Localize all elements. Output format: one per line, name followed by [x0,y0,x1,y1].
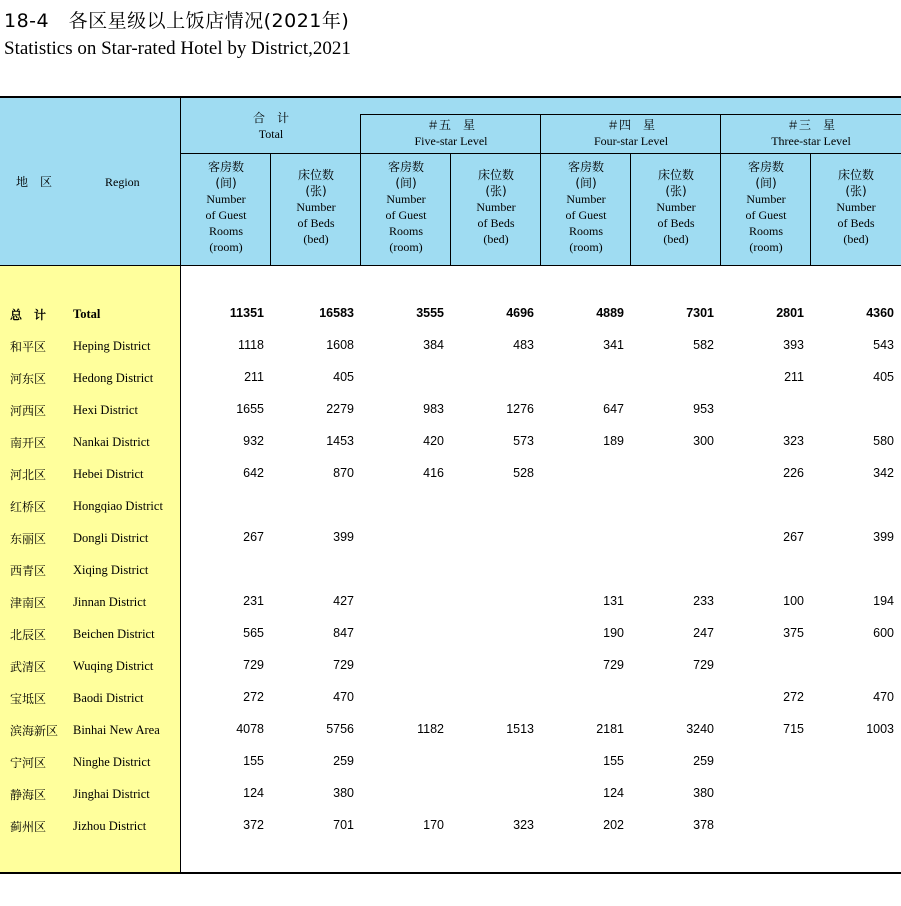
table-cell: 247 [693,626,714,640]
table-cell: 231 [243,594,264,608]
region-name-cn: 河北区 [10,468,47,482]
sub-header-line: (room) [569,240,603,254]
table-cell: 4360 [866,306,894,320]
beds-header [271,167,361,247]
region-name-cn: 宝坻区 [10,692,47,706]
region-name-en: Nankai District [73,435,150,449]
sub-header-line: 床位数 [477,168,514,182]
sub-header-line: 客房数 [387,160,424,174]
sub-header-line: (bed) [843,232,869,246]
sub-header-line: of Guest [385,208,427,222]
table-cell: 194 [873,594,894,608]
table-cell: 1182 [417,722,444,736]
sub-header-line: (间) [215,176,237,190]
region-name-en: Beichen District [73,627,155,641]
table-cell: 715 [783,722,804,736]
table-cell: 1276 [506,402,534,416]
table-cell: 1608 [326,338,354,352]
table-cell: 470 [333,690,354,704]
table-row [0,556,901,588]
table-cell: 3555 [416,306,444,320]
group-header-en: Total [258,127,284,141]
table-bottom-border [0,872,901,874]
sub-header-line: Rooms [568,224,603,238]
region-header-cn: 地 区 [16,175,53,189]
table-cell: 16583 [319,306,354,320]
table-cell: 272 [783,690,804,704]
table-cell: 983 [423,402,444,416]
table-cell: 131 [603,594,624,608]
table-cell: 427 [333,594,354,608]
sub-header-line: Rooms [388,224,423,238]
table-cell: 729 [693,658,714,672]
table-cell: 7301 [686,306,714,320]
group-header-en: Five-star Level [414,134,488,148]
table-header [0,96,901,266]
sub-header-line: (张) [665,184,687,198]
sub-header-line: of Beds [837,216,875,230]
table-cell: 1118 [238,338,264,352]
table-cell: 233 [693,594,714,608]
region-name-cn: 河东区 [10,372,47,386]
region-name-en: Heping District [73,339,151,353]
table-cell: 211 [784,370,804,384]
sub-header-line: of Guest [205,208,247,222]
group-header [361,117,541,149]
table-cell: 416 [423,466,444,480]
table-cell: 342 [873,466,894,480]
table-cell: 729 [243,658,264,672]
table-cell: 847 [333,626,354,640]
table-cell: 528 [513,466,534,480]
table-cell: 2801 [776,306,804,320]
sub-header-line: 客房数 [207,160,244,174]
table-row [0,716,901,748]
sub-header-line: (张) [305,184,327,198]
table-cell: 1655 [236,402,264,416]
table-cell: 2181 [596,722,624,736]
sub-header-line: 床位数 [297,168,334,182]
table-row [0,748,901,780]
table-cell: 2279 [326,402,354,416]
table-cell: 405 [873,370,894,384]
table-cell: 267 [243,530,264,544]
region-name-en: Ninghe District [73,755,151,769]
table-row [0,684,901,716]
table-cell: 642 [243,466,264,480]
rooms-header [541,159,631,255]
table-row [0,460,901,492]
region-name-cn: 滨海新区 [10,724,59,738]
table-cell: 272 [243,690,264,704]
table-cell: 420 [423,434,444,448]
table-cell: 565 [243,626,264,640]
table-row [0,396,901,428]
sub-header-line: 床位数 [657,168,694,182]
sub-header-line: (间) [575,176,597,190]
region-name-en: Hexi District [73,403,138,417]
sub-header-line: (bed) [303,232,329,246]
sub-header-line: Rooms [748,224,783,238]
table-cell: 11351 [229,306,264,320]
region-name-cn: 静海区 [10,788,47,802]
sub-header-line: (room) [389,240,423,254]
table-cell: 267 [783,530,804,544]
region-name-cn: 北辰区 [10,628,47,642]
group-header-cn: ＃三 星 [786,118,835,132]
table-cell: 405 [333,370,354,384]
region-name-en: Jizhou District [73,819,147,833]
group-header [721,117,901,149]
table-row [0,492,901,524]
table-row [0,812,901,844]
rooms-header [361,159,451,255]
region-name-cn: 武清区 [10,660,47,674]
table-cell: 202 [603,818,624,832]
sub-header-line: 客房数 [567,160,604,174]
table-row [0,300,901,332]
table-cell: 573 [513,434,534,448]
table-row [0,332,901,364]
table-cell: 600 [873,626,894,640]
sub-header-line: of Beds [657,216,695,230]
page-title-en: Statistics on Star-rated Hotel by District,2021 [4,38,351,59]
table-cell: 190 [603,626,624,640]
table-cell: 226 [783,466,804,480]
table-cell: 399 [333,530,354,544]
sub-header-line: of Beds [477,216,515,230]
sub-header-line: (张) [485,184,507,198]
sub-header-line: (间) [755,176,777,190]
table-cell: 341 [603,338,624,352]
table-cell: 124 [243,786,264,800]
region-name-en: Hedong District [73,371,154,385]
table-cell: 701 [333,818,354,832]
region-name-cn: 东丽区 [10,532,47,546]
beds-header [451,167,541,247]
header-divider [181,153,901,154]
table-cell: 647 [603,402,624,416]
table-cell: 155 [243,754,264,768]
region-name-en: Binhai New Area [73,723,160,737]
table-cell: 483 [513,338,534,352]
table-cell: 393 [783,338,804,352]
table-row [0,524,901,556]
sub-header-line: Number [296,200,336,214]
table-cell: 170 [423,818,444,832]
table-cell: 372 [243,818,264,832]
region-name-cn: 西青区 [10,564,47,578]
region-name-en: Hongqiao District [73,499,163,513]
sub-header-line: Rooms [208,224,243,238]
table-cell: 582 [693,338,714,352]
table-cell: 380 [693,786,714,800]
table-cell: 155 [603,754,624,768]
sub-header-line: 客房数 [747,160,784,174]
region-name-cn: 河西区 [10,404,47,418]
region-header-en: Region [105,175,140,189]
table-cell: 4078 [236,722,264,736]
table-cell: 380 [333,786,354,800]
group-header-en: Four-star Level [593,134,669,148]
sub-header-line: of Beds [297,216,335,230]
group-header-en: Three-star Level [771,134,851,148]
region-name-cn: 宁河区 [10,756,47,770]
region-name-cn: 和平区 [10,340,47,354]
table-cell: 100 [783,594,804,608]
sub-header-line: Number [566,192,606,206]
table-cell: 384 [423,338,444,352]
region-name-en: Xiqing District [73,563,149,577]
sub-header-line: (间) [395,176,417,190]
table-cell: 5756 [326,722,354,736]
table-row [0,364,901,396]
table-row [0,652,901,684]
table-cell: 259 [333,754,354,768]
table-cell: 399 [873,530,894,544]
region-name-cn: 蓟州区 [10,820,47,834]
table-cell: 1453 [326,434,354,448]
table-cell: 259 [693,754,714,768]
table-cell: 323 [783,434,804,448]
rooms-header [721,159,811,255]
page-title-cn: 18-4 各区星级以上饭店情况(2021年) [4,10,350,32]
table-cell: 1513 [506,722,534,736]
group-header-cn: ＃四 星 [606,118,655,132]
region-name-en: Total [73,307,101,321]
table-cell: 1003 [866,722,894,736]
sub-header-line: Number [386,192,426,206]
sub-header-line: 床位数 [837,168,874,182]
table-cell: 3240 [686,722,714,736]
region-name-en: Baodi District [73,691,144,705]
table-cell: 4889 [596,306,624,320]
group-header-cn: ＃五 星 [426,118,475,132]
table-cell: 729 [603,658,624,672]
sub-header-line: Number [746,192,786,206]
beds-header [811,167,901,247]
region-name-en: Hebei District [73,467,144,481]
sub-header-line: (room) [209,240,243,254]
table-cell: 378 [693,818,714,832]
region-name-cn: 红桥区 [10,500,47,514]
table-cell: 375 [783,626,804,640]
sub-header-line: Number [836,200,876,214]
region-name-en: Jinghai District [73,787,150,801]
table-row [0,428,901,460]
table-cell: 300 [693,434,714,448]
region-name-cn: 总 计 [10,308,47,322]
region-name-en: Dongli District [73,531,149,545]
table-cell: 729 [333,658,354,672]
sub-header-line: Number [656,200,696,214]
table-row [0,588,901,620]
table-cell: 953 [693,402,714,416]
region-name-en: Jinnan District [73,595,147,609]
table-cell: 932 [243,434,264,448]
sub-header-line: Number [476,200,516,214]
sub-header-line: of Guest [745,208,787,222]
sub-header-line: of Guest [565,208,607,222]
table-row [0,620,901,652]
table-cell: 543 [873,338,894,352]
table-cell: 189 [603,434,624,448]
rooms-header [181,159,271,255]
sub-header-line: Number [206,192,246,206]
table-cell: 870 [333,466,354,480]
region-name-cn: 津南区 [10,596,47,610]
table-cell: 470 [873,690,894,704]
header-divider [361,114,901,115]
sub-header-line: (bed) [483,232,509,246]
table-cell: 124 [603,786,624,800]
group-header [541,117,721,149]
group-header [181,110,361,142]
table-row [0,780,901,812]
table-cell: 211 [244,370,264,384]
sub-header-line: (bed) [663,232,689,246]
sub-header-line: (room) [749,240,783,254]
beds-header [631,167,721,247]
table-cell: 323 [513,818,534,832]
region-name-cn: 南开区 [10,436,47,450]
region-name-en: Wuqing District [73,659,154,673]
table-cell: 4696 [506,306,534,320]
sub-header-line: (张) [845,184,867,198]
group-header-cn: 合 计 [252,111,289,125]
table-cell: 580 [873,434,894,448]
